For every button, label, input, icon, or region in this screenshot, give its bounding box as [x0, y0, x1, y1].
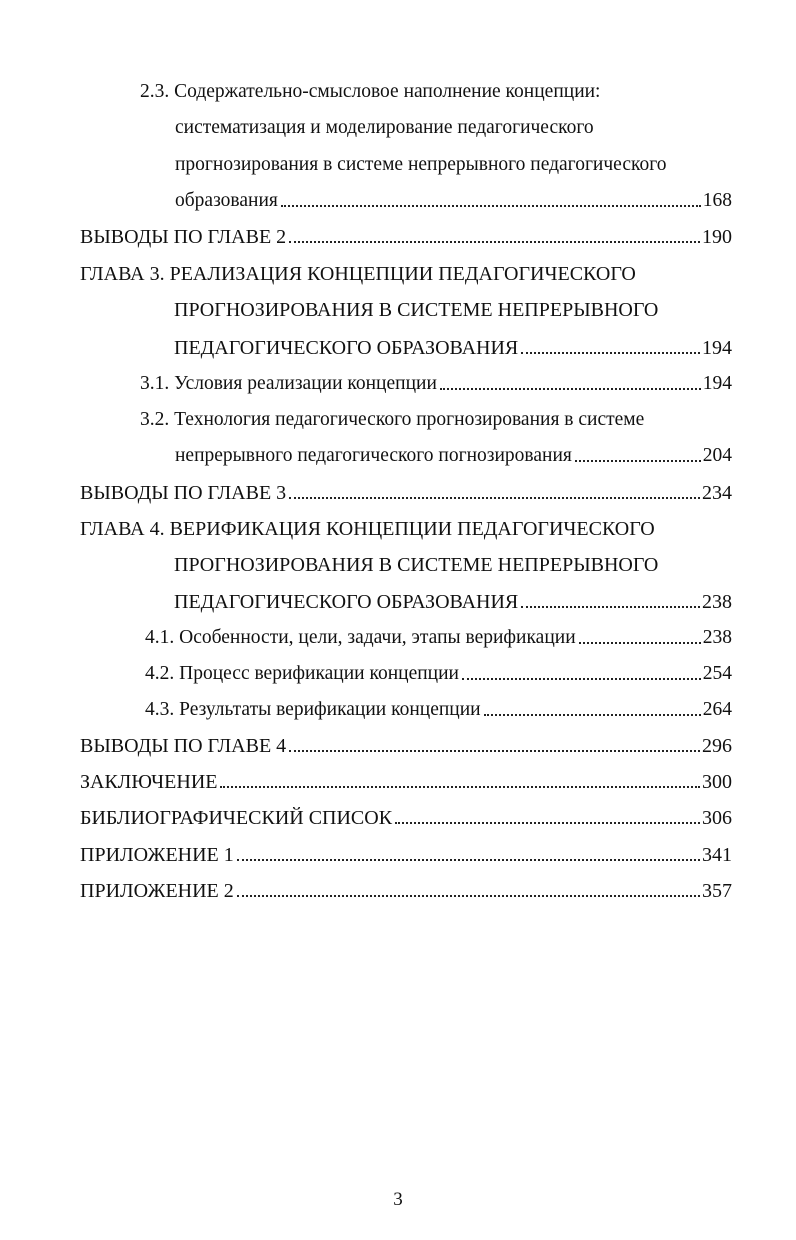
toc-chapter-4-line1: ГЛАВА 4. ВЕРИФИКАЦИЯ КОНЦЕПЦИИ ПЕДАГОГИЧЕСКОГО	[80, 518, 655, 540]
toc-chapter-4-last-line	[174, 590, 732, 614]
toc-item-4-1-page: 238	[702, 627, 732, 648]
toc-item-appendix-2-page: 357	[702, 880, 732, 902]
toc-item-3-2-line1: 3.2. Технология педагогического прогнозирования в системе	[140, 409, 645, 430]
toc-item-3-2-line2: непрерывного педагогического погнозирования	[175, 445, 572, 466]
toc-item-bibliography-page: 306	[702, 807, 732, 829]
toc-item-3-1-title: 3.1. Условия реализации концепции	[140, 373, 437, 394]
toc-chapter-4-line2: ПРОГНОЗИРОВАНИЯ В СИСТЕМЕ НЕПРЕРЫВНОГО	[174, 554, 659, 576]
leader-dots	[440, 388, 701, 390]
toc-item-2-3-title-line1: Содержательно-смысловое наполнение концепции:	[174, 81, 601, 102]
toc-item-appendix-1-title: ПРИЛОЖЕНИЕ 1	[80, 844, 234, 866]
leader-dots	[395, 822, 700, 824]
toc-item-4-2-page: 254	[702, 663, 732, 684]
toc-item-4-3-page: 264	[702, 699, 732, 720]
toc-chapter-3-line2: ПРОГНОЗИРОВАНИЯ В СИСТЕМЕ НЕПРЕРЫВНОГО	[174, 299, 659, 321]
leader-dots	[484, 714, 701, 716]
toc-item-conclusions-ch3	[80, 481, 732, 505]
leader-dots	[220, 786, 700, 788]
page-number: 3	[393, 1189, 403, 1210]
leader-dots	[579, 642, 701, 644]
toc-item-3-2-last-line	[175, 444, 732, 468]
toc-item-conclusions-ch2-page: 190	[702, 226, 732, 248]
leader-dots	[521, 606, 700, 608]
toc-item-2-3-last-line	[175, 189, 732, 213]
toc-item-3-2-page: 204	[702, 445, 732, 466]
toc-item-conclusions-ch4	[80, 734, 732, 758]
toc-item-2-3-number: 2.3.	[140, 81, 170, 102]
toc-item-conclusion	[80, 770, 732, 794]
toc-item-conclusions-ch3-page: 234	[702, 482, 732, 504]
leader-dots	[281, 205, 701, 207]
toc-chapter-3-line3: ПЕДАГОГИЧЕСКОГО ОБРАЗОВАНИЯ	[174, 337, 519, 359]
toc-item-conclusion-title: ЗАКЛЮЧЕНИЕ	[80, 771, 218, 793]
toc-item-2-3-title-line2: систематизация и моделирование педагогического	[175, 117, 594, 138]
toc-item-4-2	[145, 662, 732, 686]
leader-dots	[289, 241, 700, 243]
toc-item-2-3-page: 168	[702, 190, 732, 211]
toc-item-conclusions-ch2-title: ВЫВОДЫ ПО ГЛАВЕ 2	[80, 226, 287, 248]
leader-dots	[237, 895, 700, 897]
toc-item-4-1	[145, 626, 732, 650]
toc-item-appendix-1-page: 341	[702, 844, 732, 866]
toc-item-conclusion-page: 300	[702, 771, 732, 793]
toc-item-2-3-title-line3: прогнозирования в системе непрерывного педагогического	[175, 154, 667, 175]
toc-item-conclusions-ch4-title: ВЫВОДЫ ПО ГЛАВЕ 4	[80, 735, 287, 757]
toc-chapter-3-page: 194	[702, 337, 732, 359]
toc-chapter-4-line3: ПЕДАГОГИЧЕСКОГО ОБРАЗОВАНИЯ	[174, 591, 519, 613]
leader-dots	[521, 352, 700, 354]
toc-item-3-1-page: 194	[702, 373, 732, 394]
leader-dots	[289, 750, 700, 752]
toc-chapter-3-last-line	[174, 336, 732, 360]
toc-chapter-3-line1: ГЛАВА 3. РЕАЛИЗАЦИЯ КОНЦЕПЦИИ ПЕДАГОГИЧЕСКОГО	[80, 263, 636, 285]
toc-item-bibliography-title: БИБЛИОГРАФИЧЕСКИЙ СПИСОК	[80, 807, 393, 829]
toc-item-4-1-title: 4.1. Особенности, цели, задачи, этапы верификации	[145, 627, 576, 648]
toc-item-conclusions-ch2	[80, 225, 732, 249]
leader-dots	[237, 859, 700, 861]
toc-item-appendix-1	[80, 843, 732, 867]
toc-item-appendix-2	[80, 879, 732, 903]
leader-dots	[289, 497, 700, 499]
toc-item-bibliography	[80, 806, 732, 830]
toc-item-conclusions-ch4-page: 296	[702, 735, 732, 757]
leader-dots	[462, 678, 701, 680]
toc-item-4-3-title: 4.3. Результаты верификации концепции	[145, 699, 481, 720]
leader-dots	[575, 460, 701, 462]
toc-chapter-4-page: 238	[702, 591, 732, 613]
toc-item-conclusions-ch3-title: ВЫВОДЫ ПО ГЛАВЕ 3	[80, 482, 287, 504]
toc-item-4-3	[145, 698, 732, 722]
toc-item-3-1	[140, 372, 732, 396]
toc-item-appendix-2-title: ПРИЛОЖЕНИЕ 2	[80, 880, 234, 902]
toc-item-2-3-line1	[140, 80, 600, 104]
toc-item-2-3-title-line4: образования	[175, 190, 278, 211]
toc-item-4-2-title: 4.2. Процесс верификации концепции	[145, 663, 459, 684]
